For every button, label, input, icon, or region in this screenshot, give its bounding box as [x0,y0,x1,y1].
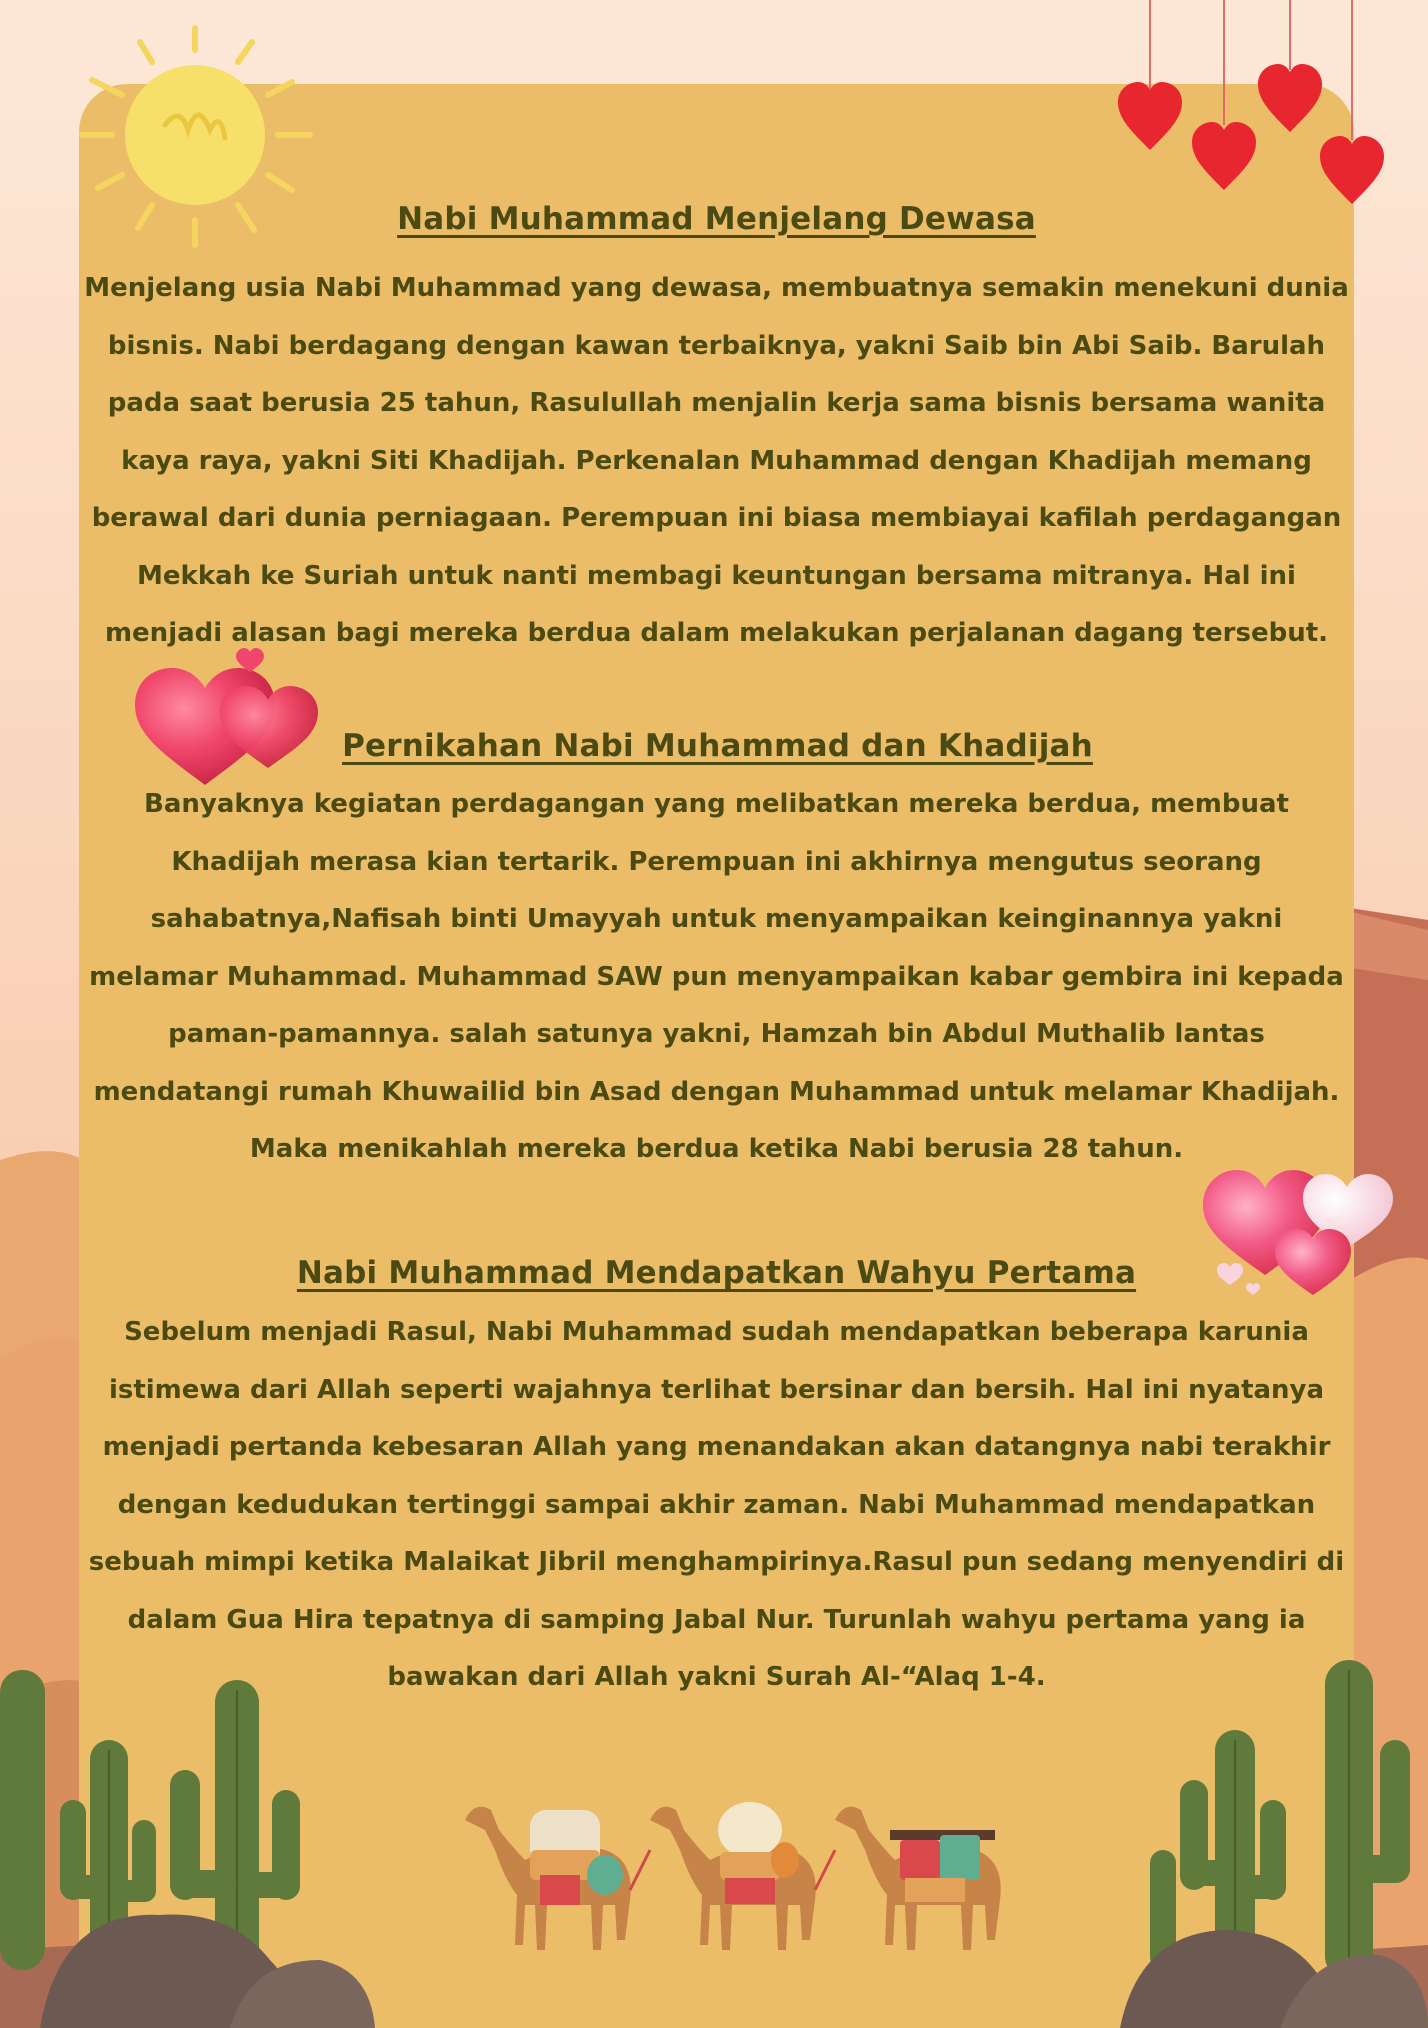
cactus-icon [0,1660,380,2028]
hanging-hearts-icon [1110,0,1410,215]
section-heading: Nabi Muhammad Mendapatkan Wahyu Pertama [296,1255,1137,1291]
camel-caravan-icon [455,1790,1015,1980]
section-pernikahan [79,726,1354,1179]
section-heading: Nabi Muhammad Menjelang Dewasa [397,201,1036,237]
section-menjelang-dewasa [79,199,1354,663]
section-paragraph: Banyaknya kegiatan perdagangan yang melibatkan mereka berdua, membuat Khadijah merasa kian tertarik. Perempuan ini akhirnya mengutus seorang sahabatnya,Nafisah binti Umayyah untuk menyampaikan keinginannya yakni melamar Muhammad. Muhammad SAW pun menyampaikan kabar gembira ini kepada paman-pamannya. salah satunya yakni, Hamzah bin Abdul Muthalib lantas mendatangi rumah Khuwailid bin Asad dengan Muhammad untuk melamar Khadijah. Maka menikahlah mereka berdua ketika Nabi berusia 28 tahun. [89,789,1344,1164]
section-paragraph: Menjelang usia Nabi Muhammad yang dewasa, membuatnya semakin menekuni dunia bisnis. Nabi berdagang dengan kawan terbaiknya, yakni Saib bin Abi Saib. Barulah pada saat berusia 25 tahun, Rasulullah menjalin kerja sama bisnis bersama wanita kaya raya, yakni Siti Khadijah. Perkenalan Muhammad dengan Khadijah memang berawal dari dunia perniagaan. Perempuan ini biasa membiayai kafilah perdagangan Mekkah ke Suriah untuk nanti membagi keuntungan bersama mitranya. Hal ini menjadi alasan bagi mereka berdua dalam melakukan perjalanan dagang tersebut. [84,273,1349,648]
section-wahyu-pertama [79,1253,1354,1707]
cactus-icon [1120,1650,1428,2028]
section-heading: Pernikahan Nabi Muhammad dan Khadijah [342,728,1093,764]
section-paragraph: Sebelum menjadi Rasul, Nabi Muhammad sudah mendapatkan beberapa karunia istimewa dari Allah seperti wajahnya terlihat bersinar dan bersih. Hal ini nyatanya menjadi pertanda kebesaran Allah yang menandakan akan datangnya nabi terakhir dengan kedudukan tertinggi sampai akhir zaman. Nabi Muhammad mendapatkan sebuah mimpi ketika Malaikat Jibril menghampirinya.Rasul pun sedang menyendiri di dalam Gua Hira tepatnya di samping Jabal Nur. Turunlah wahyu pertama yang ia bawakan dari Allah yakni Surah Al-“Alaq 1-4. [88,1317,1345,1692]
